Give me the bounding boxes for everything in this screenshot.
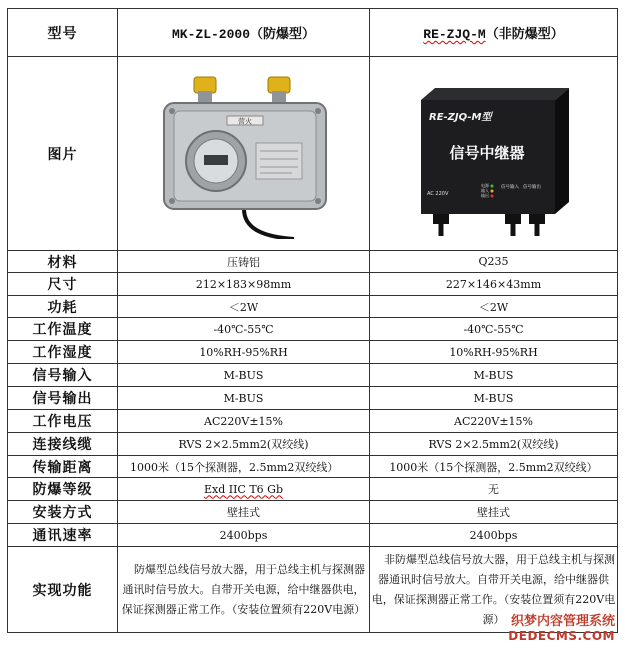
row-value-1: ＜2W — [118, 296, 370, 318]
device-1-gland-cap-left — [194, 77, 216, 93]
row-value-2: M-BUS — [370, 387, 618, 410]
row-label: 安装方式 — [8, 501, 118, 524]
model-2-suffix: （非防爆型） — [485, 27, 564, 42]
device-2-top-edge — [421, 88, 569, 100]
watermark — [508, 610, 615, 643]
device-2-port-out: 信号输出 — [522, 184, 541, 190]
row-label: 传输距离 — [8, 456, 118, 478]
row-value-2: 10%RH-95%RH — [370, 341, 618, 364]
model-1-name: MK-ZL-2000 — [171, 27, 250, 42]
row-signal-output — [8, 387, 618, 410]
row-voltage — [8, 410, 618, 433]
row-value-1: 10%RH-95%RH — [118, 341, 370, 364]
row-material — [8, 251, 618, 273]
row-value-2: 壁挂式 — [370, 501, 618, 524]
device-2-led-3: 输出 — [480, 192, 489, 198]
watermark-line-1: 织梦内容管理系统 — [510, 614, 615, 629]
device-1-label-plate — [256, 143, 302, 179]
row-label: 信号输出 — [8, 387, 118, 410]
device-2-led-2: 输入 — [480, 187, 489, 193]
function-2-body: 非防爆型总线信号放大器，用于总线主机与探测器通讯时信号放大。自带开关电源，给中继器供电，保证探测器正常工作。（安装位置须有220V电源） — [371, 552, 616, 626]
row-install — [8, 501, 618, 524]
function-label: 实现功能 — [8, 547, 118, 633]
row-size — [8, 273, 618, 296]
row-value-1: M-BUS — [118, 387, 370, 410]
device-2-port-in: 信号输入 — [500, 184, 519, 190]
device-2-port-ac: AC 220V — [426, 190, 448, 197]
row-label: 功耗 — [8, 296, 118, 318]
row-humidity — [8, 341, 618, 364]
row-value-2: 无 — [370, 478, 618, 501]
row-value-1 — [118, 478, 370, 501]
device-2-title-text: 信号中继器 — [448, 143, 525, 162]
row-value-1: AC220V±15% — [118, 410, 370, 433]
row-value-2: 1000米（15个探测器，2.5mm2双绞线） — [370, 456, 618, 478]
row-label: 连接线缆 — [8, 433, 118, 456]
device-1-picture-cell — [118, 57, 370, 251]
device-2-picture-cell — [370, 57, 618, 251]
row-value-1: M-BUS — [118, 364, 370, 387]
signal-repeater-image — [409, 70, 579, 238]
row-label: 防爆等级 — [8, 478, 118, 501]
row-value-1: 壁挂式 — [118, 501, 370, 524]
row-value-1: 2400bps — [118, 524, 370, 547]
picture-label: 图片 — [8, 57, 118, 251]
device-2-led-1: 电源 — [480, 182, 489, 188]
function-text-1 — [118, 547, 370, 633]
device-2-side — [555, 88, 569, 214]
row-value-2: RVS 2×2.5mm2(双绞线) — [370, 433, 618, 456]
row-value-1: RVS 2×2.5mm2(双绞线) — [118, 433, 370, 456]
header-label: 型号 — [8, 9, 118, 57]
row-value-1: -40℃-55℃ — [118, 318, 370, 341]
row-signal-input — [8, 364, 618, 387]
row-cable — [8, 433, 618, 456]
model-1-suffix: （防爆型） — [250, 27, 316, 42]
row-value-1: 212×183×98mm — [118, 273, 370, 296]
row-label: 尺寸 — [8, 273, 118, 296]
explosion-proof-amplifier-image — [144, 69, 344, 239]
header-model-1 — [118, 9, 370, 57]
row-value-1: 压铸铝 — [118, 251, 370, 273]
device-2-gland-1 — [433, 214, 449, 224]
row-power — [8, 296, 618, 318]
picture-row — [8, 57, 618, 251]
row-value-2: 2400bps — [370, 524, 618, 547]
row-temperature — [8, 318, 618, 341]
device-1-gland-left — [198, 91, 212, 103]
row-distance — [8, 456, 618, 478]
row-label: 工作湿度 — [8, 341, 118, 364]
row-value-2: Q235 — [370, 251, 618, 273]
device-1-gland-cap-right — [268, 77, 290, 93]
row-value-2: 227×146×43mm — [370, 273, 618, 296]
row-label: 工作温度 — [8, 318, 118, 341]
device-1-cable — [244, 209, 294, 239]
device-2-gland-2 — [505, 214, 521, 224]
watermark-line-2: DEDECMS.COM — [508, 629, 615, 643]
device-1-display — [204, 155, 228, 165]
explosion-rating-value: Exd IIC T6 Gb — [203, 482, 284, 496]
spec-table — [7, 8, 618, 633]
device-2-model-text: RE-ZJQ-M型 — [428, 111, 491, 123]
device-2-gland-3 — [529, 214, 545, 224]
row-value-1: 1000米（15个探测器，2.5mm2双绞线） — [118, 456, 370, 478]
row-explosion-rating — [8, 478, 618, 501]
function-1-body: 防爆型总线信号放大器，用于总线主机与探测器通讯时信号放大。自带开关电源，给中继器供电，保证探测器正常工作。（安装位置须有220V电源） — [121, 562, 366, 616]
row-label: 材料 — [8, 251, 118, 273]
row-value-2: ＜2W — [370, 296, 618, 318]
row-value-2: AC220V±15% — [370, 410, 618, 433]
header-row — [8, 9, 618, 57]
device-1-brand-text: 营火 — [237, 117, 252, 125]
device-1-gland-right — [272, 91, 286, 103]
model-2-name: RE-ZJQ-M — [423, 27, 486, 42]
row-baud-rate — [8, 524, 618, 547]
row-value-2: M-BUS — [370, 364, 618, 387]
row-label: 工作电压 — [8, 410, 118, 433]
row-value-2: -40℃-55℃ — [370, 318, 618, 341]
row-label: 通讯速率 — [8, 524, 118, 547]
row-label: 信号输入 — [8, 364, 118, 387]
header-model-2 — [370, 9, 618, 57]
